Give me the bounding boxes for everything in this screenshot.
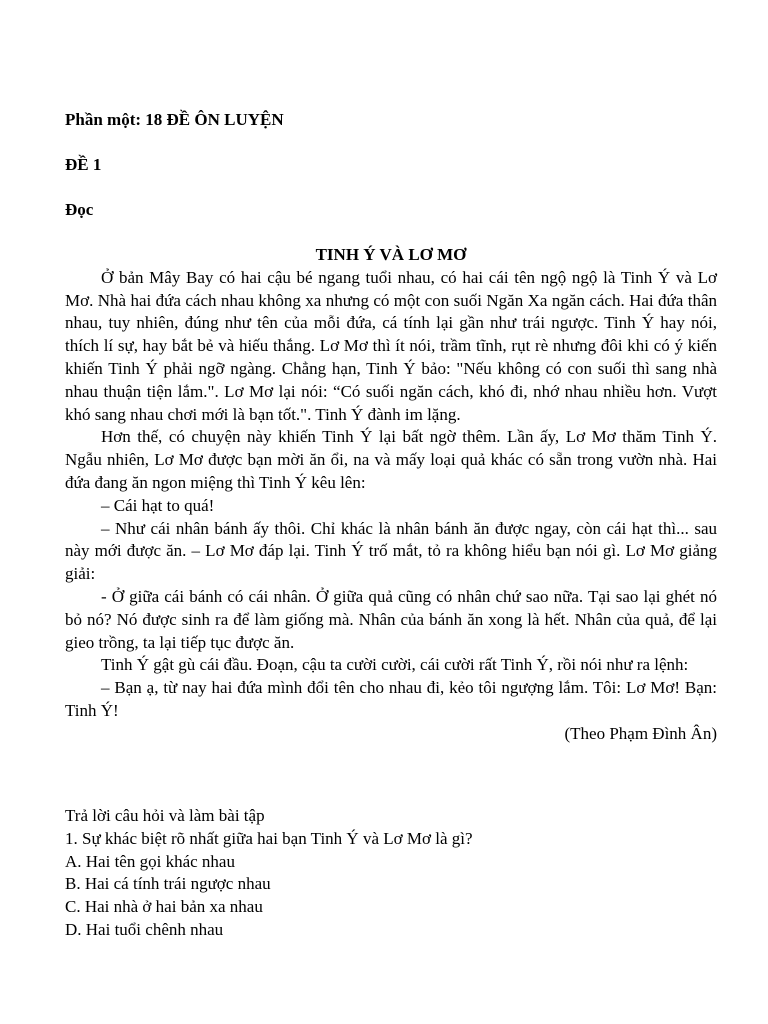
answer-option: B. Hai cá tính trái ngược nhau [65,874,271,894]
story-title: TINH Ý VÀ LƠ MƠ [315,245,467,264]
story-paragraph: Ở bản Mây Bay có hai cậu bé ngang tuổi nhau, có hai cái tên ngộ ngộ là Tinh Ý và Lơ Mơ. Nhà hai đứa cách nhau không xa nhưng có một con suối Ngăn Xa ngăn cách. Hai đứa thân nhau, tuy nhiên, đúng như tên của mỗi đứa, cá tính lại gần như trái ngược. Tinh Ý hay nói, thích lí sự, hay bắt bẻ và hiếu thắng. Lơ Mơ thì ít nói, trầm tĩnh, rụt rè nhưng đôi khi có ý kiến khiến Tinh Ý phải ngỡ ngàng. Chẳng hạn, Tinh Ý bảo: "Nếu không có con suối thì sang nhà nhau thuận tiện lắm.". Lơ Mơ lại nói: “Có suối ngăn cách, khó đi, nhớ nhau nhiều hơn. Vượt khó sang nhau chơi mới là bạn tốt.". Tinh Ý đành im lặng. [65,267,717,424]
story-paragraph: – Bạn ạ, từ nay hai đứa mình đổi tên cho nhau đi, kẻo tôi ngượng lắm. Tôi: Lơ Mơ! Bạn: Tinh Ý! [65,678,717,720]
section-heading: Đọc [65,200,94,219]
story-source: (Theo Phạm Đình Ân) [564,723,717,743]
answer-option: A. Hai tên gọi khác nhau [65,851,235,871]
story-paragraph: – Như cái nhân bánh ấy thôi. Chỉ khác là nhân bánh ăn được ngay, còn cái hạt thì... sau này mới được ăn. – Lơ Mơ đáp lại. Tinh Ý trố mắt, tỏ ra không hiểu bạn nói gì. Lơ Mơ giảng giải: [65,518,717,584]
story-paragraph: - Ở giữa cái bánh có cái nhân. Ở giữa quả cũng có nhân chứ sao nữa. Tại sao lại ghét nó bỏ nó? Nó được sinh ra để làm giống mà. Nhân của bánh ăn xong là hết. Nhân của quả, để lại gieo trồng, ta lại tiếp tục được ăn. [65,586,717,652]
exercise [65,805,717,942]
story-paragraph: Hơn thế, có chuyện này khiến Tinh Ý lại bất ngờ thêm. Lần ấy, Lơ Mơ thăm Tinh Ý. Ngẫu nhiên, Lơ Mơ được bạn mời ăn ổi, na và mấy loại quả khác có sẵn trong vườn nhà. Hai đứa đang ăn ngon miệng thì Tinh Ý kêu lên: [65,427,717,492]
story-paragraph: Tinh Ý gật gù cái đầu. Đoạn, cậu ta cười cười, cái cười rất Tinh Ý, rồi nói như ra lệnh: [101,655,689,675]
story-paragraph: – Cái hạt to quá! [101,495,215,515]
answer-option: C. Hai nhà ở hai bản xa nhau [65,897,263,917]
story [65,244,717,746]
exercise-instruction: Trả lời câu hỏi và làm bài tập [65,806,265,825]
answer-option: D. Hai tuổi chênh nhau [65,919,224,939]
exam-heading: ĐỀ 1 [65,155,102,174]
part-heading: Phần một: 18 ĐỀ ÔN LUYỆN [65,110,284,129]
question: 1. Sự khác biệt rõ nhất giữa hai bạn Tinh Ý và Lơ Mơ là gì? [65,828,473,848]
